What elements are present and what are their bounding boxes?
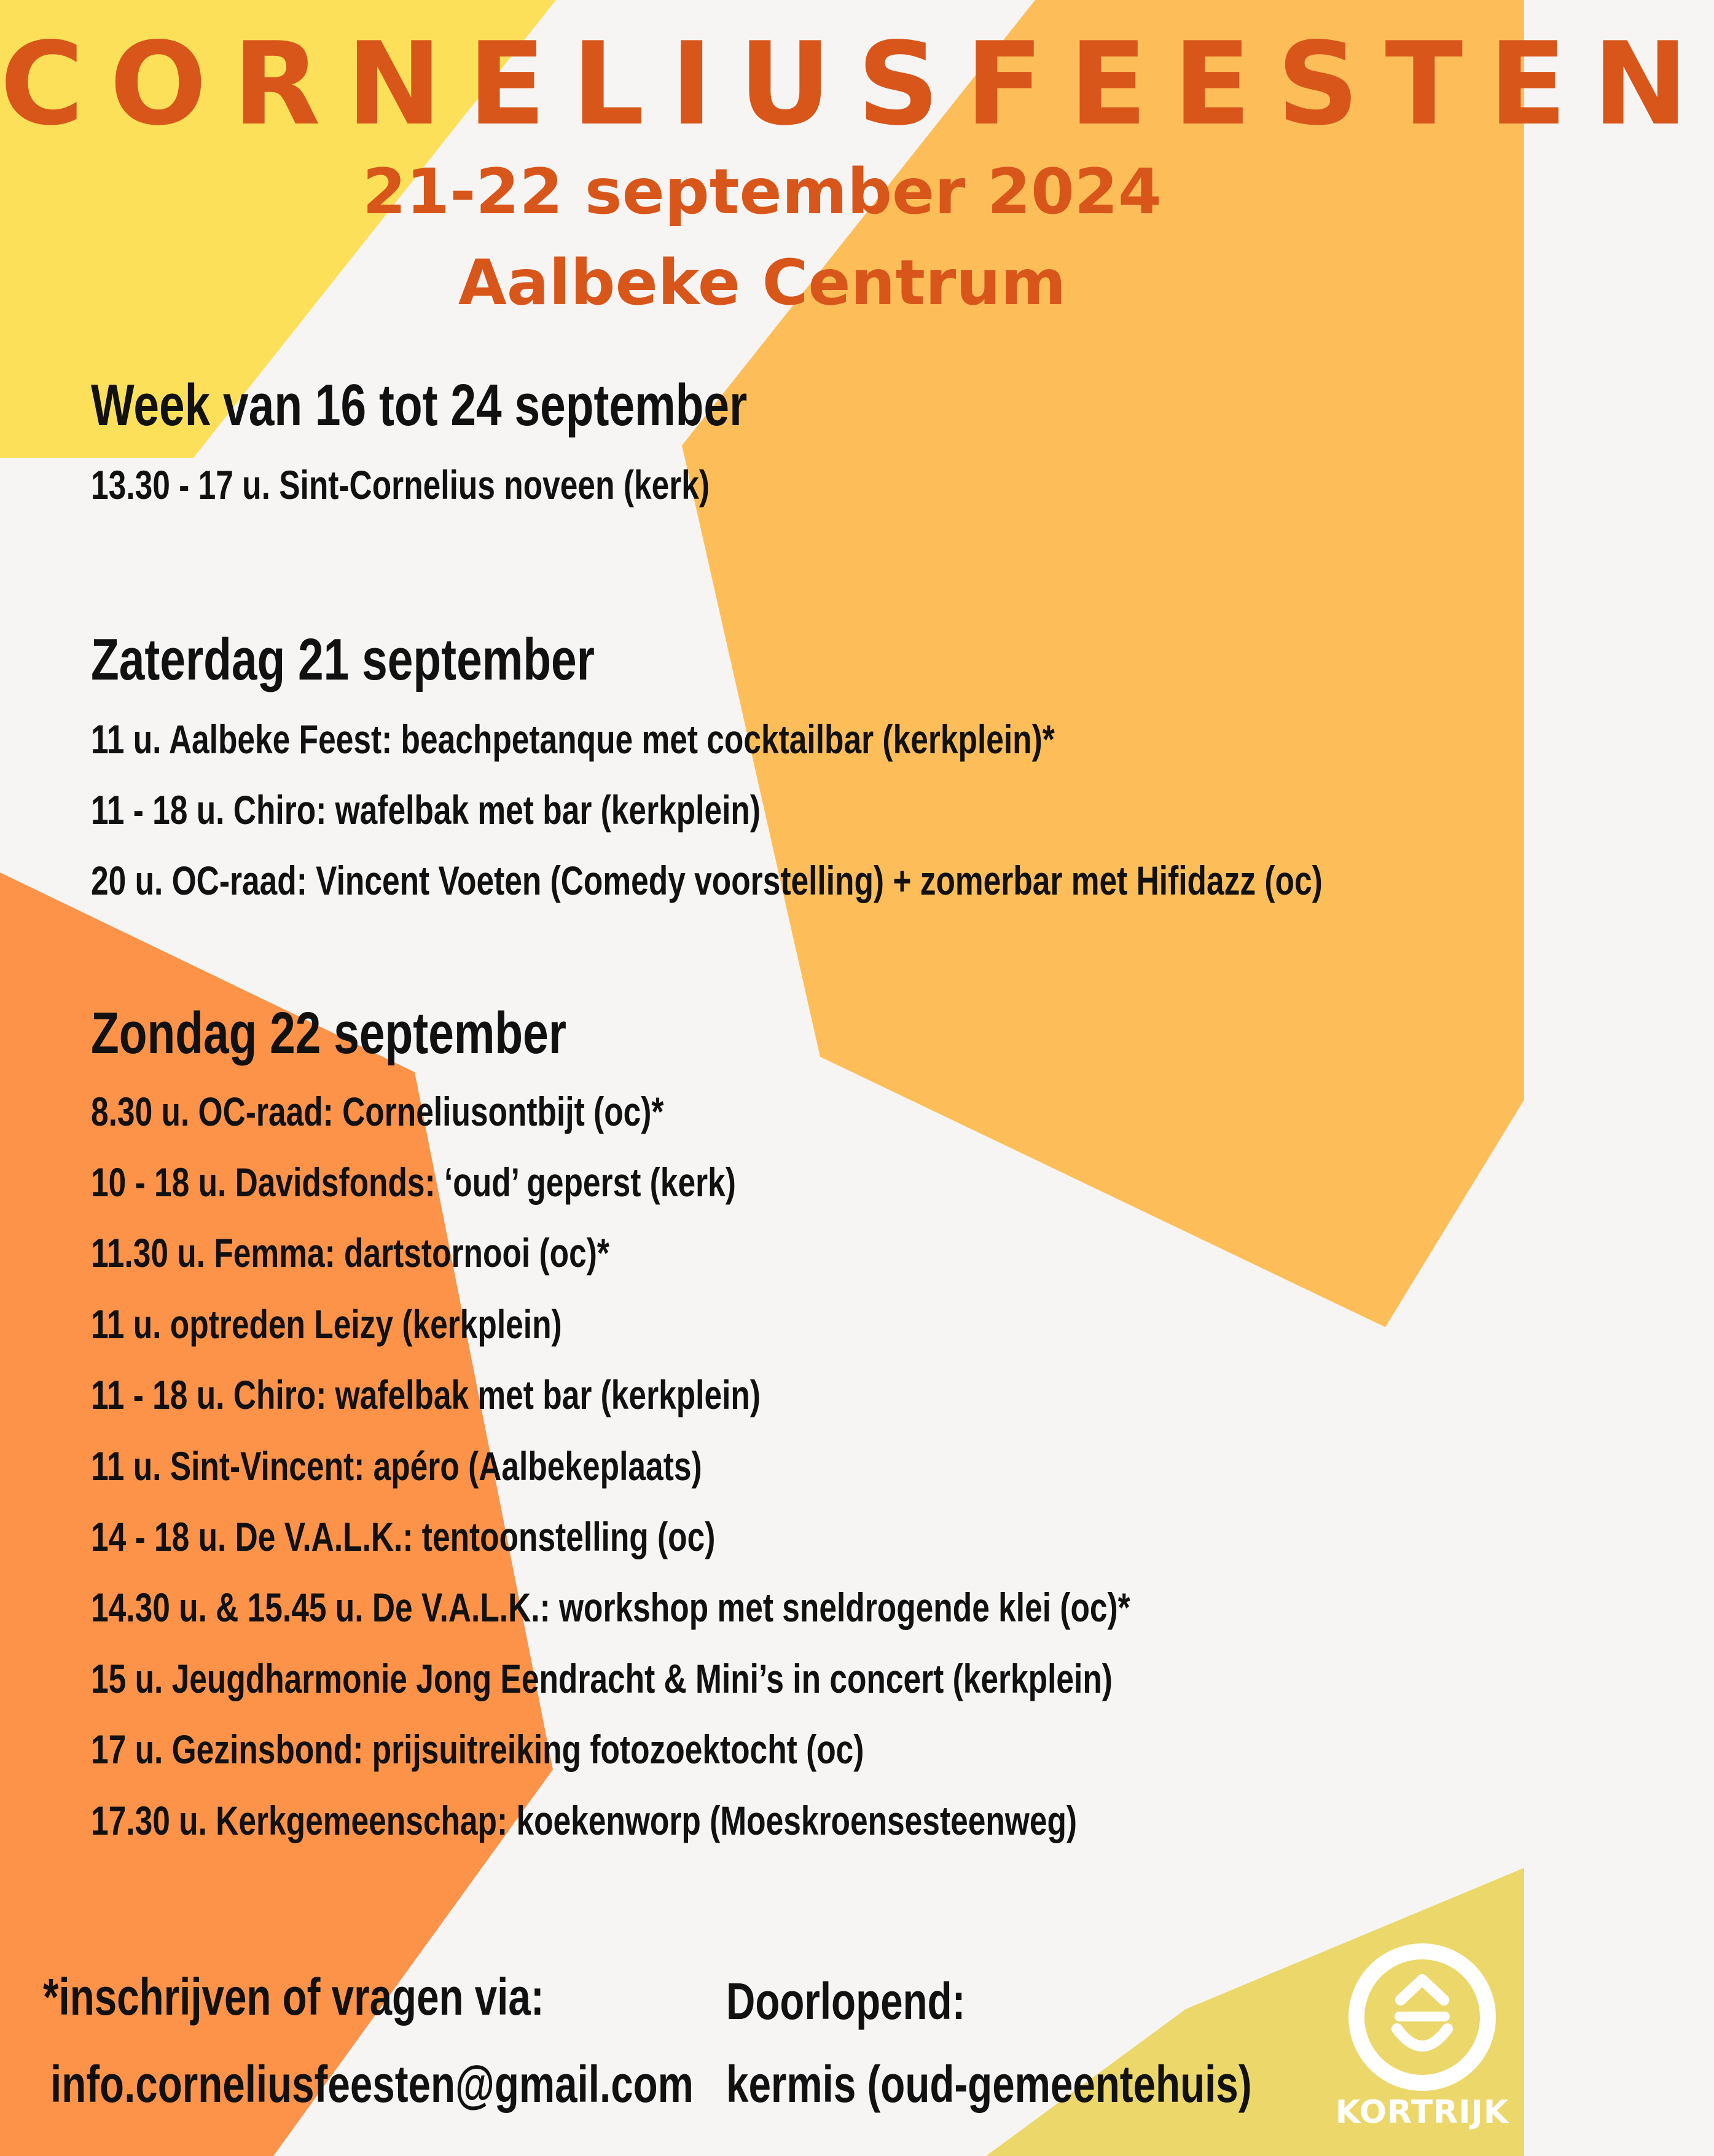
sunday-item: 8.30 u. OC-raad: Corneliusontbijt (oc)*: [91, 1089, 664, 1134]
ongoing-label: Doorlopend:: [726, 1972, 966, 2030]
event-location: Aalbeke Centrum: [458, 246, 1066, 319]
saturday-heading: Zaterdag 21 september: [91, 627, 595, 692]
sunday-item: 11.30 u. Femma: dartstornooi (oc)*: [91, 1230, 609, 1276]
logo-label: KORTRIJK: [1335, 2094, 1509, 2131]
sunday-item: 11 u. Sint-Vincent: apéro (Aalbekeplaats): [91, 1443, 702, 1489]
ongoing-value: kermis (oud-gemeentehuis): [726, 2055, 1252, 2113]
sunday-item: 17 u. Gezinsbond: prijsuitreiking fotozoektocht (oc): [91, 1727, 864, 1772]
saturday-item: 11 u. Aalbeke Feest: beachpetanque met cocktailbar (kerkplein)*: [91, 716, 1055, 762]
sunday-item: 10 - 18 u. Davidsfonds: ‘oud’ geperst (kerk): [91, 1159, 736, 1205]
sunday-item: 15 u. Jeugdharmonie Jong Eendracht & Mini’s in concert (kerkplein): [91, 1656, 1113, 1701]
sunday-item: 11 - 18 u. Chiro: wafelbak met bar (kerkplein): [91, 1372, 761, 1417]
sunday-item: 14.30 u. & 15.45 u. De V.A.L.K.: workshop met sneldrogende klei (oc)*: [91, 1585, 1130, 1630]
event-title: CORNELIUSFEESTEN: [0, 17, 1714, 151]
sunday-item: 17.30 u. Kerkgemeenschap: koekenworp (Moeskroensesteenweg): [91, 1798, 1078, 1843]
saturday-item: 11 - 18 u. Chiro: wafelbak met bar (kerkplein): [91, 787, 761, 833]
kortrijk-logo: [1333, 1935, 1511, 2144]
saturday-item: 20 u. OC-raad: Vincent Voeten (Comedy voorstelling) + zomerbar met Hifidazz (oc): [91, 858, 1323, 903]
contact-email: info.corneliusfeesten@gmail.com: [50, 2055, 694, 2113]
week-item: 13.30 - 17 u. Sint-Cornelius noveen (kerk): [91, 462, 710, 508]
kortrijk-logo-icon: [1333, 1935, 1511, 2095]
sunday-item: 11 u. optreden Leizy (kerkplein): [91, 1301, 562, 1347]
sunday-heading: Zondag 22 september: [91, 1000, 566, 1066]
contact-label: *inschrijven of vragen via:: [43, 1968, 544, 2026]
sunday-item: 14 - 18 u. De V.A.L.K.: tentoonstelling (oc): [91, 1514, 716, 1559]
event-dates: 21-22 september 2024: [362, 155, 1162, 229]
week-heading: Week van 16 tot 24 september: [91, 372, 748, 438]
